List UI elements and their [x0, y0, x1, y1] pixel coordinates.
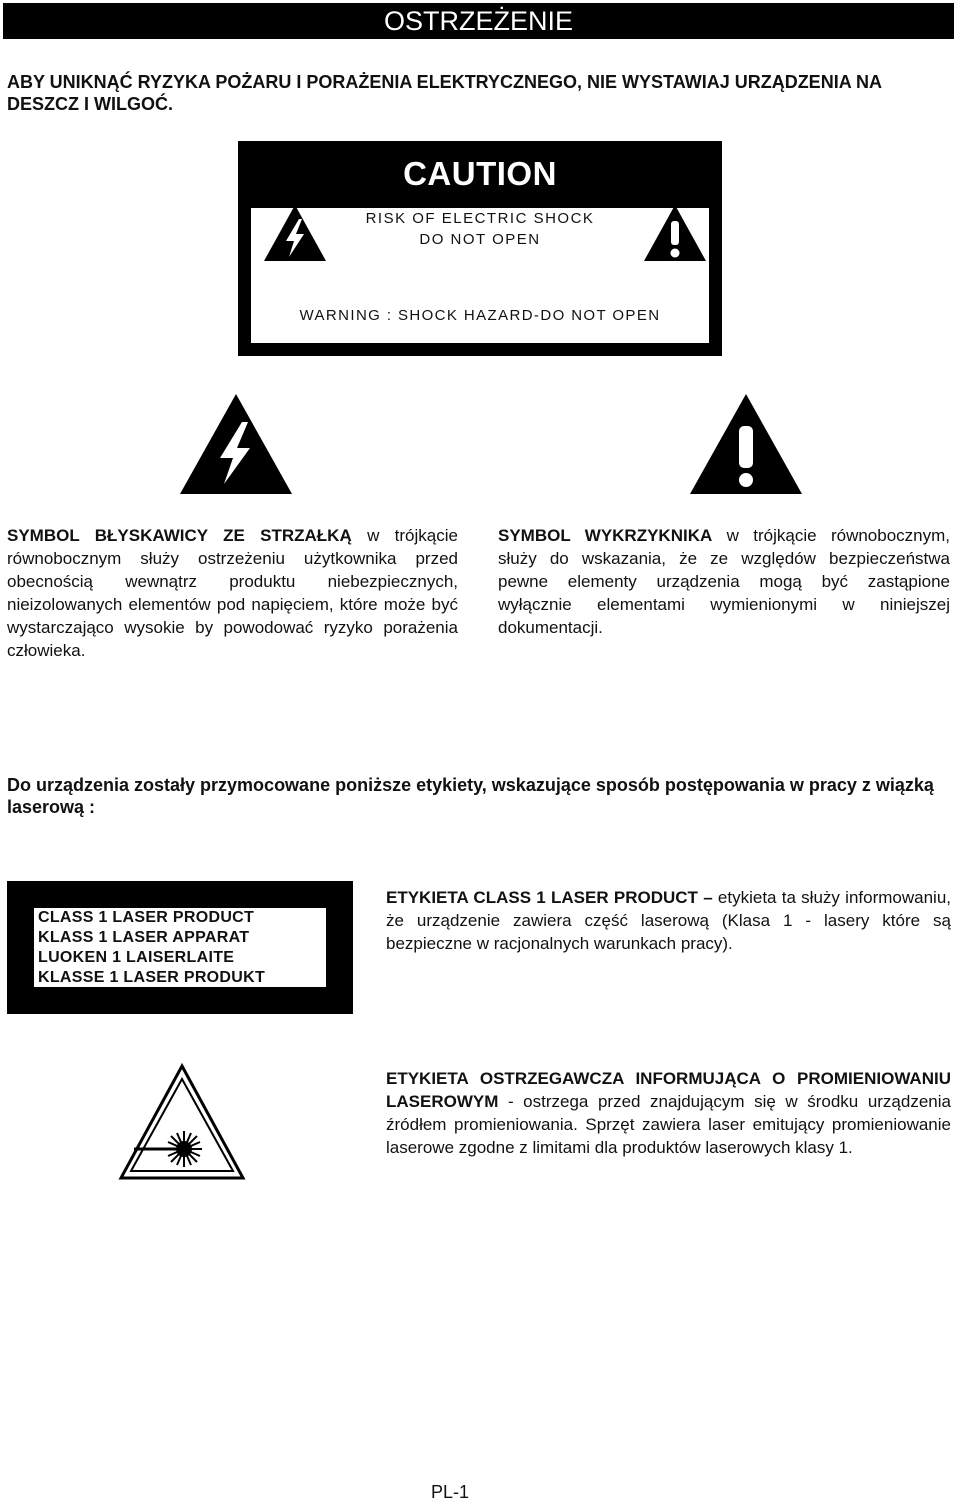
class1-laser-label	[7, 881, 353, 1014]
caution-warning-line: WARNING : SHOCK HAZARD-DO NOT OPEN	[299, 307, 661, 324]
lightning-triangle-icon	[178, 392, 294, 496]
class1-laser-text: etykieta ta służy informowaniu, że urządzenie zawiera część laserową (Klasa 1 - lasery które są bezpieczne w racjonalnych warunkach pracy).	[386, 888, 951, 953]
laser-label-line: LUOKEN 1 LAISERLAITE	[38, 949, 235, 966]
exclamation-symbol-heading: SYMBOL WYKRZYKNIKA	[498, 526, 713, 545]
exclamation-symbol-text: w trójkącie równobocznym, służy do wskazania, że ze względów bezpieczeństwa pewne elementy urządzenia mogą być zastąpione wyłącznie elementami wymienionymi w niniejszej dokumentacji.	[498, 526, 951, 637]
lightning-symbol-heading: SYMBOL BŁYSKAWICY ZE STRZAŁKĄ	[7, 526, 352, 545]
small-lightning-triangle-icon	[262, 203, 328, 263]
class1-laser-dash: –	[697, 888, 718, 907]
caution-line-1: RISK OF ELECTRIC SHOCK	[365, 210, 595, 227]
laser-radiation-warning-icon	[118, 1063, 246, 1181]
laser-warning-heading: ETYKIETA OSTRZEGAWCZA INFORMUJĄCA O PROMIENIOWANIU LASEROWYM	[386, 1069, 951, 1111]
laser-labels-note: Do urządzenia zostały przymocowane poniższe etykiety, wskazujące sposób postępowania w pracy z wiązką laserową :	[7, 775, 934, 817]
class1-laser-heading: ETYKIETA CLASS 1 LASER PRODUCT	[386, 888, 698, 907]
class1-laser-label-lines	[34, 908, 326, 988]
laser-label-line: KLASSE 1 LASER PRODUKT	[38, 969, 266, 986]
laser-warning-text: - ostrzega przed znajdującym się w środku urządzenia źródłem promieniowania. Sprzęt zawiera laser emitujący promieniowanie laserowe zgodne z limitami dla produktów laserowych klasy 1.	[386, 1092, 951, 1157]
exclamation-symbol-description	[498, 524, 950, 639]
class1-laser-label-body	[34, 908, 326, 987]
lightning-symbol-description	[7, 524, 458, 662]
class1-laser-description	[386, 886, 951, 955]
page-title-bar	[3, 3, 954, 39]
lightning-symbol-text: w trójkącie równobocznym służy ostrzeżeniu użytkownika przed obecnością wewnątrz produktu niebezpiecznych, nieizolowanych elementów pod napięciem, które może być wystarczająco wysokie by powodować ryzyko porażenia człowieka.	[7, 526, 458, 660]
laser-label-line: KLASS 1 LASER APPARAT	[38, 929, 250, 946]
laser-label-line: CLASS 1 LASER PRODUCT	[38, 909, 255, 926]
page-title: OSTRZEŻENIE	[383, 6, 573, 36]
caution-line-2: DO NOT OPEN	[419, 231, 541, 248]
fire-shock-warning: ABY UNIKNĄĆ RYZYKA POŻARU I PORAŻENIA ELEKTRYCZNEGO, NIE WYSTAWIAJ URZĄDZENIA NA DESZCZ I WILGOĆ.	[7, 72, 882, 114]
caution-title: CAUTION	[403, 155, 557, 192]
page-number: PL-1	[430, 1482, 470, 1502]
exclamation-triangle-icon	[688, 392, 804, 496]
caution-label	[238, 141, 722, 356]
small-exclamation-triangle-icon	[642, 203, 708, 263]
laser-warning-description	[386, 1067, 951, 1159]
